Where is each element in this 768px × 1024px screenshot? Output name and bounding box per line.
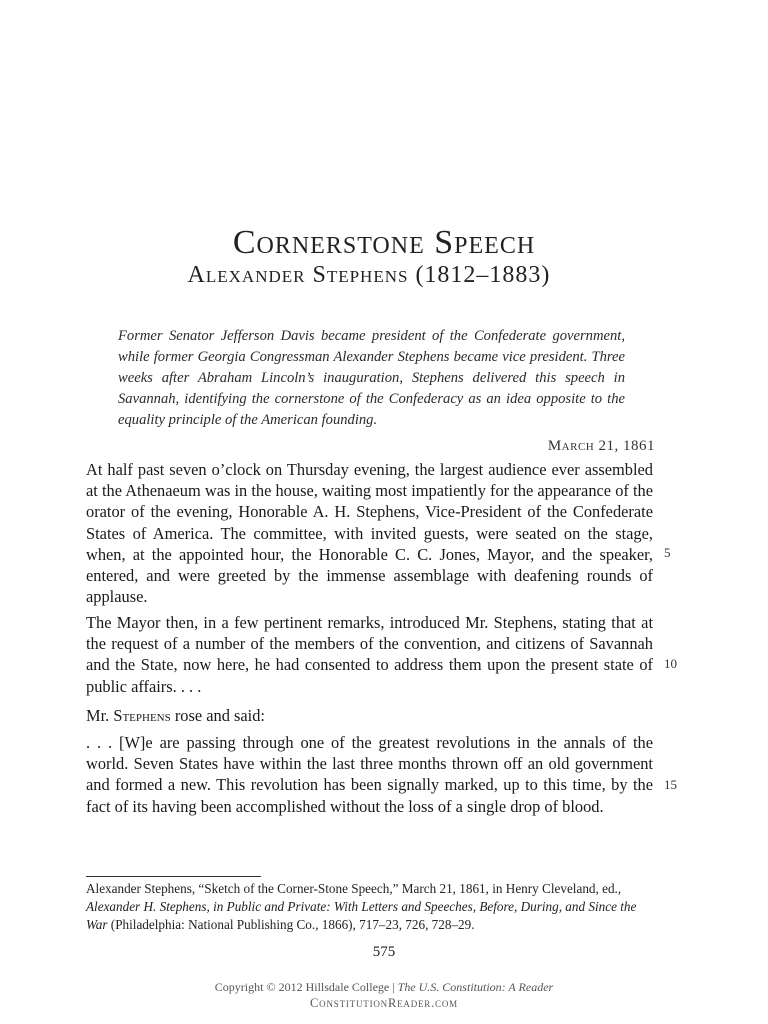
site-link: ConstitutionReader.com	[310, 996, 458, 1010]
copyright-line	[0, 978, 768, 996]
page-title: Cornerstone Speech	[232, 224, 536, 261]
speech-date: March 21, 1861	[547, 438, 655, 454]
line-number-5: 5	[664, 545, 671, 560]
body-paragraph-3	[86, 705, 653, 726]
footnote-part-2: (Philadelphia: National Publishing Co., 1866), 717–23, 726, 728–29.	[107, 917, 475, 932]
page-subtitle: Alexander Stephens (1812–1883)	[187, 262, 551, 288]
copyright-separator: |	[389, 980, 398, 994]
footnote-book-title: Alexander H. Stephens, in Public and Private: With Letters and Speeches, Before, During, and Since the War	[86, 899, 637, 932]
body-paragraph-2: The Mayor then, in a few pertinent remarks, introduced Mr. Stephens, stating that at the request of a number of the members of the convention, and citizens of Savannah and the State, now here, he had consented to address them upon the present state of public affairs. . . .	[86, 613, 653, 696]
line-number-10: 10	[664, 656, 677, 671]
copyright-book: The U.S. Constitution: A Reader	[397, 980, 554, 994]
footnote-part-1: Alexander Stephens, “Sketch of the Corner-Stone Speech,” March 21, 1861, in Henry Cleveland, ed.,	[86, 881, 622, 896]
body-paragraph-1: At half past seven o’clock on Thursday evening, the largest audience ever assembled at the Athenaeum was in the house, waiting most impatiently for the appearance of the orator of the evening, Honorable A. H. Stephens, Vice-President of the Confederate States of America. The committee, with invited guests, were seated on the stage, when, at the appointed hour, the Honorable C. C. Jones, Mayor, and the speaker, entered, and were greeted by the immense assemblage with deafening rounds of applause.	[86, 460, 653, 607]
speaker-name: Stephens	[113, 706, 171, 725]
page-number: 575	[372, 944, 396, 960]
body-paragraph-4: . . . [W]e are passing through one of the greatest revolutions in the annals of the world. Seven States have within the last three months thrown off an old government and formed a new. This revolution has been signally marked, up to this time, by the fact of its having been accomplished without the loss of a single drop of blood.	[86, 733, 653, 816]
footnote-rule	[86, 876, 261, 877]
copyright-text: Copyright © 2012 Hillsdale College	[214, 980, 390, 994]
para3-prefix: Mr.	[86, 706, 114, 725]
footnote	[86, 880, 653, 934]
para3-suffix: rose and said:	[170, 706, 265, 725]
line-number-15: 15	[664, 777, 677, 792]
intro-paragraph: Former Senator Jefferson Davis became president of the Confederate government, while former Georgia Congressman Alexander Stephens became vice president. Three weeks after Abraham Lincoln’s inauguration, Stephens delivered this speech in Savannah, identifying the cornerstone of the Confederacy as an idea opposite to the equality principle of the American founding.	[118, 328, 625, 428]
